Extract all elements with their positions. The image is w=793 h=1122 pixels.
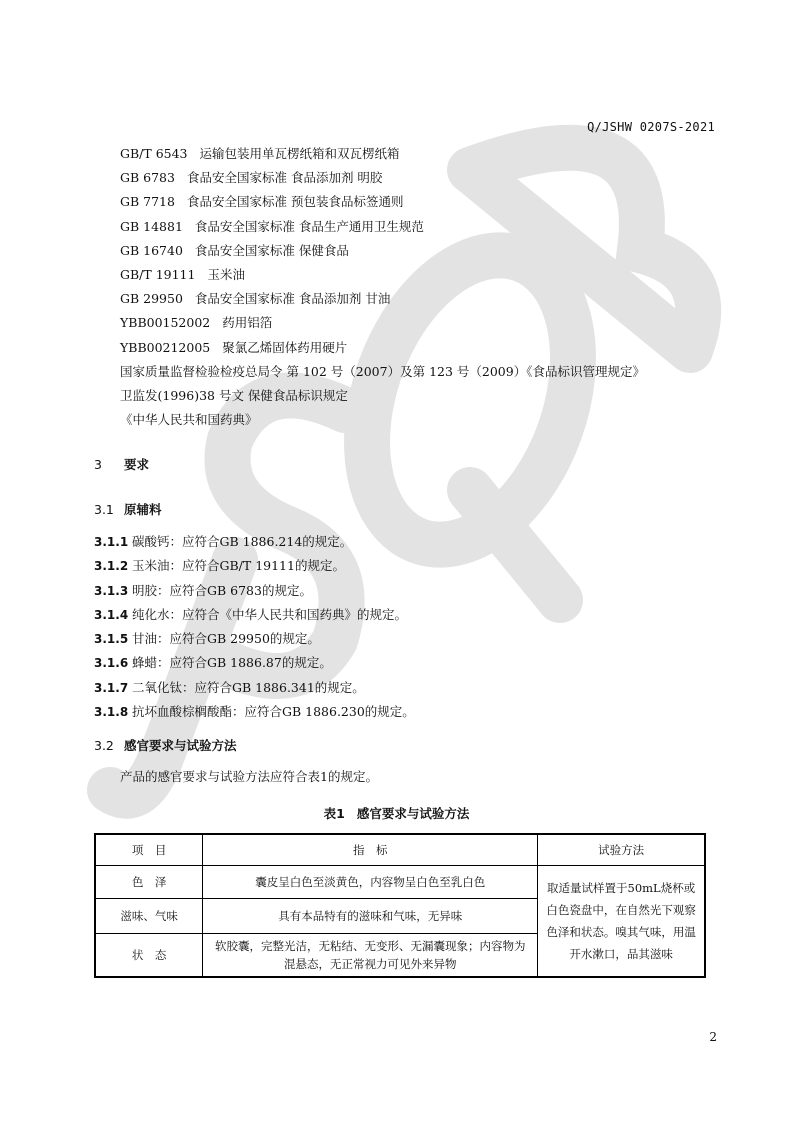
reference-item: YBB00152002 药用铝箔 — [120, 315, 273, 331]
material-item: 3.1.5 甘油：应符合GB 29950的规定。 — [94, 631, 320, 647]
row-item: 色 泽 — [95, 866, 203, 899]
section-3-heading: 3 要求 — [94, 457, 150, 472]
materials-list — [94, 530, 415, 724]
material-item: 3.1.2 玉米油：应符合GB/T 19111的规定。 — [94, 558, 345, 574]
material-item: 3.1.1 碳酸钙：应符合GB 1886.214的规定。 — [94, 534, 353, 549]
row-index: 软胶囊，完整光洁，无粘结、无变形、无漏囊现象；内容物为混悬态，无正常视力可见外来异物 — [203, 934, 538, 978]
material-item: 3.1.8 抗坏血酸棕榈酸酯：应符合GB 1886.230的规定。 — [94, 704, 415, 720]
material-item: 3.1.6 蜂蜡：应符合GB 1886.87的规定。 — [94, 655, 332, 671]
row-index: 具有本品特有的滋味和气味，无异味 — [203, 899, 538, 934]
reference-extra: 《中华人民共和国药典》 — [120, 412, 258, 428]
table-caption: 表1 感官要求与试验方法 — [323, 806, 470, 821]
section-3-2-heading: 3.2 感官要求与试验方法 — [94, 738, 237, 753]
reference-item: GB 14881 食品安全国家标准 食品生产通用卫生规范 — [120, 218, 424, 234]
table-row — [95, 866, 705, 899]
reference-item: GB 16740 食品安全国家标准 保健食品 — [120, 242, 349, 258]
row-index: 囊皮呈白色至淡黄色，内容物呈白色至乳白色 — [203, 866, 538, 899]
material-item: 3.1.3 明胶：应符合GB 6783的规定。 — [94, 582, 312, 598]
reference-extra: 卫监发(1996)38 号文 保健食品标识规定 — [120, 387, 348, 403]
doc-code: Q/JSHW 0207S-2021 — [587, 120, 715, 134]
reference-item: GB 7718 食品安全国家标准 预包装食品标签通则 — [120, 194, 404, 210]
material-item: 3.1.4 纯化水：应符合《中华人民共和国药典》的规定。 — [94, 606, 408, 622]
section-3-2-paragraph: 产品的感官要求与试验方法应符合表1的规定。 — [120, 769, 378, 784]
header-index: 指 标 — [203, 834, 538, 866]
test-method: 取适量试样置于50mL烧杯或白色瓷盘中，在自然光下观察色泽和状态。嗅其气味，用温开水漱口，品其滋味 — [538, 866, 705, 978]
table-header-row — [95, 834, 705, 866]
reference-item: YBB00212005 聚氯乙烯固体药用硬片 — [120, 339, 348, 355]
reference-item: GB 6783 食品安全国家标准 食品添加剂 明胶 — [120, 170, 383, 186]
row-item: 状 态 — [95, 934, 203, 978]
reference-item: GB 29950 食品安全国家标准 食品添加剂 甘油 — [120, 291, 391, 307]
page-number: 2 — [709, 1030, 717, 1044]
header-method: 试验方法 — [538, 834, 705, 866]
references-list — [120, 142, 645, 432]
header-item: 项 目 — [95, 834, 203, 866]
row-item: 滋味、气味 — [95, 899, 203, 934]
sensory-table — [94, 833, 706, 978]
reference-item: GB/T 19111 玉米油 — [120, 266, 245, 282]
reference-extra: 国家质量监督检验检疫总局令 第 102 号（2007）及第 123 号（2009）《食品标识管理规定》 — [120, 363, 645, 379]
reference-item: GB/T 6543 运输包装用单瓦楞纸箱和双瓦楞纸箱 — [120, 146, 400, 161]
section-3-1-heading: 3.1 原辅料 — [94, 502, 162, 517]
material-item: 3.1.7 二氧化钛：应符合GB 1886.341的规定。 — [94, 679, 365, 695]
